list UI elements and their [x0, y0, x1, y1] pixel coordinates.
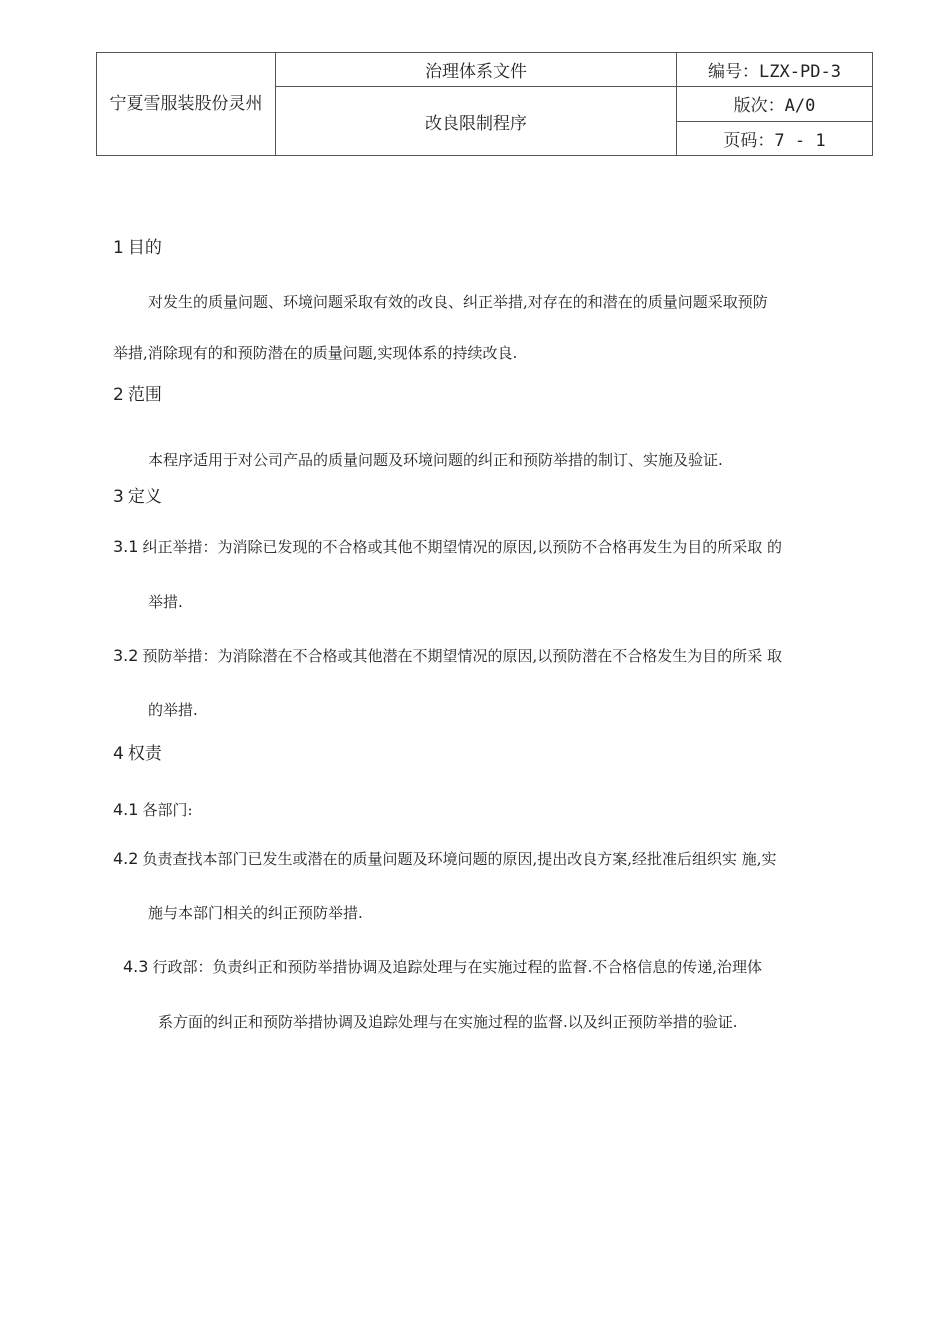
section-number: 2 — [113, 385, 124, 405]
item-number: 3.1 — [113, 537, 139, 556]
section-4-heading — [113, 739, 162, 764]
item-number: 3.2 — [113, 646, 139, 665]
item-3-2-line-1 — [113, 645, 782, 666]
section-title: 权责 — [127, 744, 162, 764]
section-2-heading — [113, 380, 162, 405]
item-text: 负责查找本部门已发生或潜在的质量问题及环境问题的原因,提出改良方案,经批准后组织实 施,实 — [142, 850, 777, 868]
item-4-2-line-1 — [113, 848, 777, 869]
section-title: 目的 — [127, 238, 162, 258]
document-title: 改良限制程序 — [276, 87, 677, 156]
section-2-paragraph: 本程序适用于对公司产品的质量问题及环境问题的纠正和预防举措的制订、实施及验证. — [148, 451, 723, 469]
item-4-3-line-2: 系方面的纠正和预防举措协调及追踪处理与在实施过程的监督.以及纠正预防举措的验证. — [158, 1013, 738, 1031]
company-name: 宁夏雪服装股份灵州 — [97, 53, 276, 156]
section-1-paragraph-line-2: 举措,消除现有的和预防潜在的质量问题,实现体系的持续改良. — [113, 344, 518, 362]
item-4-1-line-1 — [113, 799, 193, 820]
section-title: 定义 — [127, 487, 162, 507]
item-3-2-line-2: 的举措. — [148, 701, 198, 719]
section-number: 3 — [113, 487, 124, 507]
item-text: 各部门: — [142, 801, 193, 819]
page-number: 页码：7 - 1 — [677, 121, 873, 155]
item-text: 预防举措：为消除潜在不合格或其他潜在不期望情况的原因,以预防潜在不合格发生为目的所采 取 — [142, 647, 782, 665]
section-1-paragraph-line-1: 对发生的质量问题、环境问题采取有效的改良、纠正举措,对存在的和潜在的质量问题采取预防 — [148, 293, 768, 311]
item-3-1-line-1 — [113, 536, 782, 557]
section-number: 1 — [113, 238, 124, 258]
section-number: 4 — [113, 744, 124, 764]
section-title: 范围 — [127, 385, 162, 405]
item-number: 4.2 — [113, 849, 139, 868]
document-version: 版次：A/0 — [677, 87, 873, 121]
item-3-1-line-2: 举措. — [148, 593, 183, 611]
document-header-table — [96, 52, 873, 156]
item-4-3-line-1 — [123, 956, 762, 977]
section-1-heading — [113, 233, 162, 258]
document-code: 编号：LZX-PD-3 — [677, 53, 873, 87]
item-text: 纠正举措：为消除已发现的不合格或其他不期望情况的原因,以预防不合格再发生为目的所采取 的 — [142, 538, 782, 556]
item-4-2-line-2: 施与本部门相关的纠正预防举措. — [148, 904, 363, 922]
item-number: 4.3 — [123, 957, 149, 976]
item-text: 行政部：负责纠正和预防举措协调及追踪处理与在实施过程的监督.不合格信息的传递,治理体 — [152, 958, 762, 976]
document-type: 治理体系文件 — [276, 53, 677, 87]
section-3-heading — [113, 482, 162, 507]
item-number: 4.1 — [113, 800, 139, 819]
